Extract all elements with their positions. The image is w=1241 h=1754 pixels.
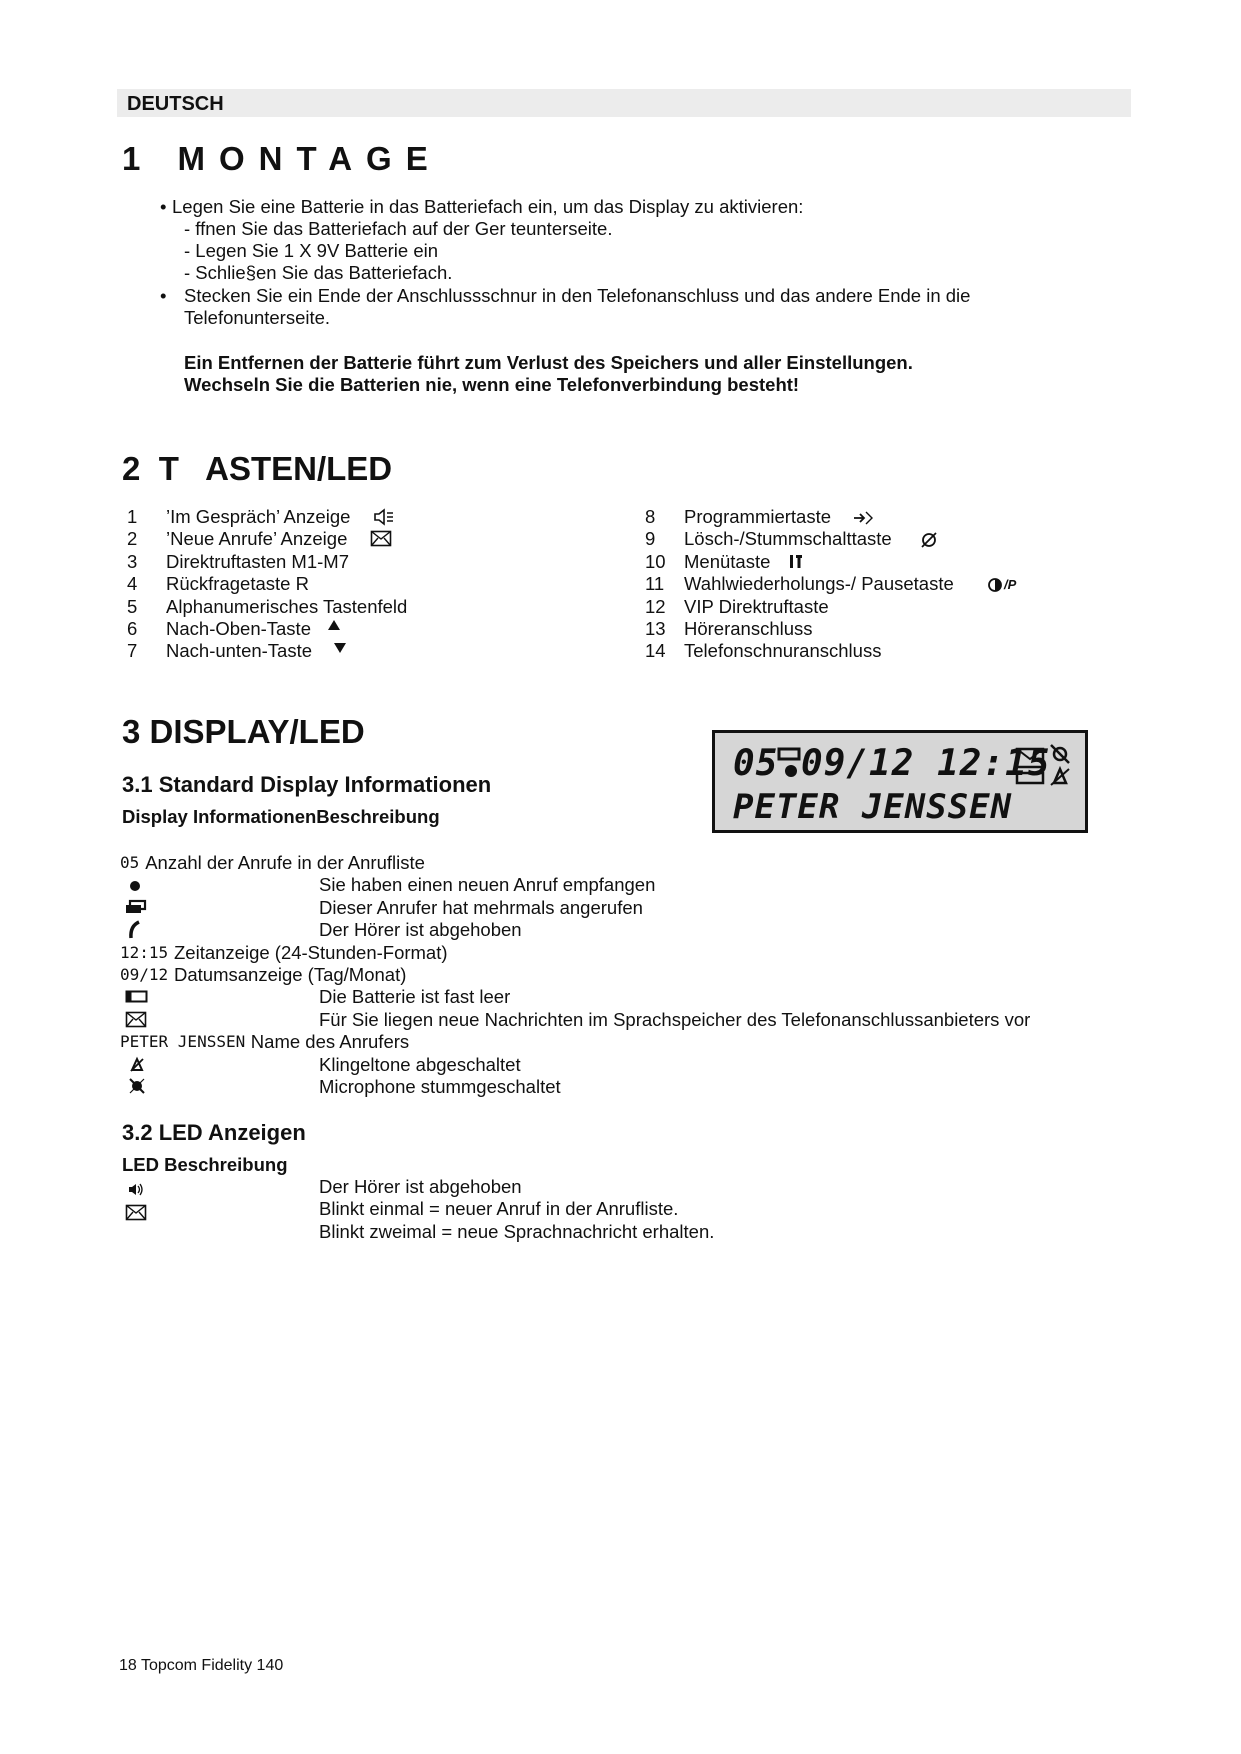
led-description: Blinkt einmal = neuer Anruf in der Anrufliste. (319, 1198, 679, 1220)
bullet-dot-1: • (160, 196, 167, 217)
subsection-3-1-title: 3.1 Standard Display Informationen (122, 772, 492, 797)
lcd-envelope-battery-icon (1015, 747, 1047, 787)
section-2-title: 2 T ASTEN/LED (122, 450, 393, 487)
key-right-label: Höreranschluss (684, 618, 813, 639)
key-right-label: Menütaste (684, 550, 771, 572)
key-left-label: Nach-unten-Taste (166, 640, 313, 662)
sub-step-3: - Schlie§en Sie das Batteriefach. (184, 262, 453, 283)
lcd-line-1: 05 09/12 12:15 (733, 743, 1051, 784)
key-right-label: VIP Direktruftaste (684, 595, 829, 617)
key-left-label: Alphanumerisches Tastenfeld (166, 595, 408, 617)
display-code: 09/12 (120, 965, 169, 984)
display-table-header: Display InformationenBeschreibung (122, 806, 440, 827)
key-left-number: 7 (127, 640, 138, 662)
key-left-number: 3 (127, 550, 138, 572)
bullet-2-line-2: Telefonunterseite. (184, 307, 331, 328)
key-right-number: 10 (645, 550, 666, 572)
led-speaker-icon (127, 1182, 145, 1197)
programming-key-icon (852, 508, 874, 526)
bullet-2-line-1: Stecken Sie ein Ende der Anschlussschnur in den Telefonanschluss und das andere Ende in die (184, 285, 971, 306)
lcd-mic-ringer-icon (1049, 743, 1071, 787)
sub-step-2: - Legen Sie 1 X 9V Batterie ein (184, 240, 439, 261)
key-right-number: 8 (645, 506, 656, 527)
language-header-bar (117, 89, 1131, 117)
display-description: Zeitanzeige (24-Stunden-Format) (174, 941, 448, 963)
display-description: Microphone stummgeschaltet (319, 1076, 561, 1097)
section-3-title: 3 DISPLAY/LED (122, 713, 365, 750)
key-right-number: 11 (645, 573, 665, 595)
key-left-number: 6 (127, 618, 138, 639)
display-code: PETER JENSSEN (120, 1032, 246, 1052)
sub-step-1: - ffnen Sie das Batteriefach auf der Ger teunterseite. (184, 218, 613, 239)
lcd-display (712, 730, 1088, 833)
display-description: Sie haben einen neuen Anruf empfangen (319, 874, 656, 896)
speaker-icon (373, 508, 395, 526)
key-left-label: ’Neue Anrufe’ Anzeige (166, 528, 348, 550)
key-right-number: 13 (645, 618, 666, 639)
display-description: Für Sie liegen neue Nachrichten im Sprachspeicher des Telefonanschlussanbieters vor (319, 1008, 1031, 1030)
key-right-label: Wahlwiederholungs-/ Pausetaste (684, 573, 954, 595)
bullet-dot-2: • (160, 285, 167, 306)
led-description: Der Hörer ist abgehoben (319, 1176, 522, 1197)
display-description: Anzahl der Anrufe in der Anrufliste (145, 852, 425, 873)
key-right-number: 9 (645, 528, 656, 550)
ringer-off-icon (129, 1056, 145, 1072)
led-description: Blinkt zweimal = neue Sprachnachricht erhalten. (319, 1220, 715, 1242)
display-description: Der Hörer ist abgehoben (319, 919, 522, 941)
battery-low-icon (125, 990, 149, 1004)
display-description: Klingeltone abgeschaltet (319, 1053, 521, 1075)
delete-mute-icon (920, 530, 938, 548)
key-right-number: 12 (645, 595, 666, 617)
key-right-label: Lösch-/Stummschalttaste (684, 528, 892, 550)
warning-line-1: Ein Entfernen der Batterie führt zum Verlust des Speichers und aller Einstellungen. (184, 352, 913, 373)
envelope-icon (370, 530, 392, 547)
key-left-number: 4 (127, 573, 138, 595)
key-left-label: Direktruftasten M1-M7 (166, 550, 349, 572)
display-description: Datumsanzeige (Tag/Monat) (174, 964, 407, 985)
key-left-number: 5 (127, 595, 138, 617)
arrow-up-icon (327, 619, 341, 631)
display-description: Dieser Anrufer hat mehrmals angerufen (319, 896, 643, 918)
led-table-header: LED Beschreibung (122, 1154, 288, 1175)
key-left-label: Nach-Oben-Taste (166, 618, 311, 639)
display-description: Name des Anrufers (250, 1031, 410, 1053)
key-left-number: 2 (127, 528, 138, 550)
key-left-number: 1 (127, 506, 138, 527)
key-left-label: ’Im Gespräch’ Anzeige (166, 506, 351, 527)
key-right-number: 14 (645, 640, 666, 662)
key-right-label: Programmiertaste (684, 506, 832, 527)
warning-line-2: Wechseln Sie die Batterien nie, wenn eine Telefonverbindung besteht! (184, 374, 800, 395)
led-envelope-icon (125, 1204, 147, 1221)
key-left-label: Rückfragetaste R (166, 573, 309, 595)
arrow-down-icon (333, 642, 347, 654)
language-label: DEUTSCH (127, 93, 224, 115)
pause-icon-label: /P (1004, 577, 1017, 592)
subsection-3-2-title: 3.2 LED Anzeigen (122, 1120, 306, 1145)
display-code: 12:15 (120, 942, 169, 962)
repeat-caller-icon (125, 899, 147, 915)
menu-key-icon (788, 552, 804, 570)
redial-pause-icon (986, 577, 1004, 593)
display-code: 05 (120, 853, 140, 872)
display-description: Die Batterie ist fast leer (319, 986, 511, 1008)
voicemail-envelope-icon (125, 1011, 147, 1028)
footer-page-label: 18 Topcom Fidelity 140 (119, 1657, 284, 1674)
section-1-title: 1 MONTAGE (122, 140, 442, 177)
new-call-dot-icon (129, 880, 141, 892)
bullet-1: Legen Sie eine Batterie in das Batteriefach ein, um das Display zu aktivieren: (172, 196, 804, 217)
key-right-label: Telefonschnuranschluss (684, 640, 882, 662)
handset-off-hook-icon (127, 920, 143, 940)
microphone-muted-icon (129, 1078, 145, 1094)
lcd-line-2: PETER JENSSEN (733, 787, 1013, 827)
